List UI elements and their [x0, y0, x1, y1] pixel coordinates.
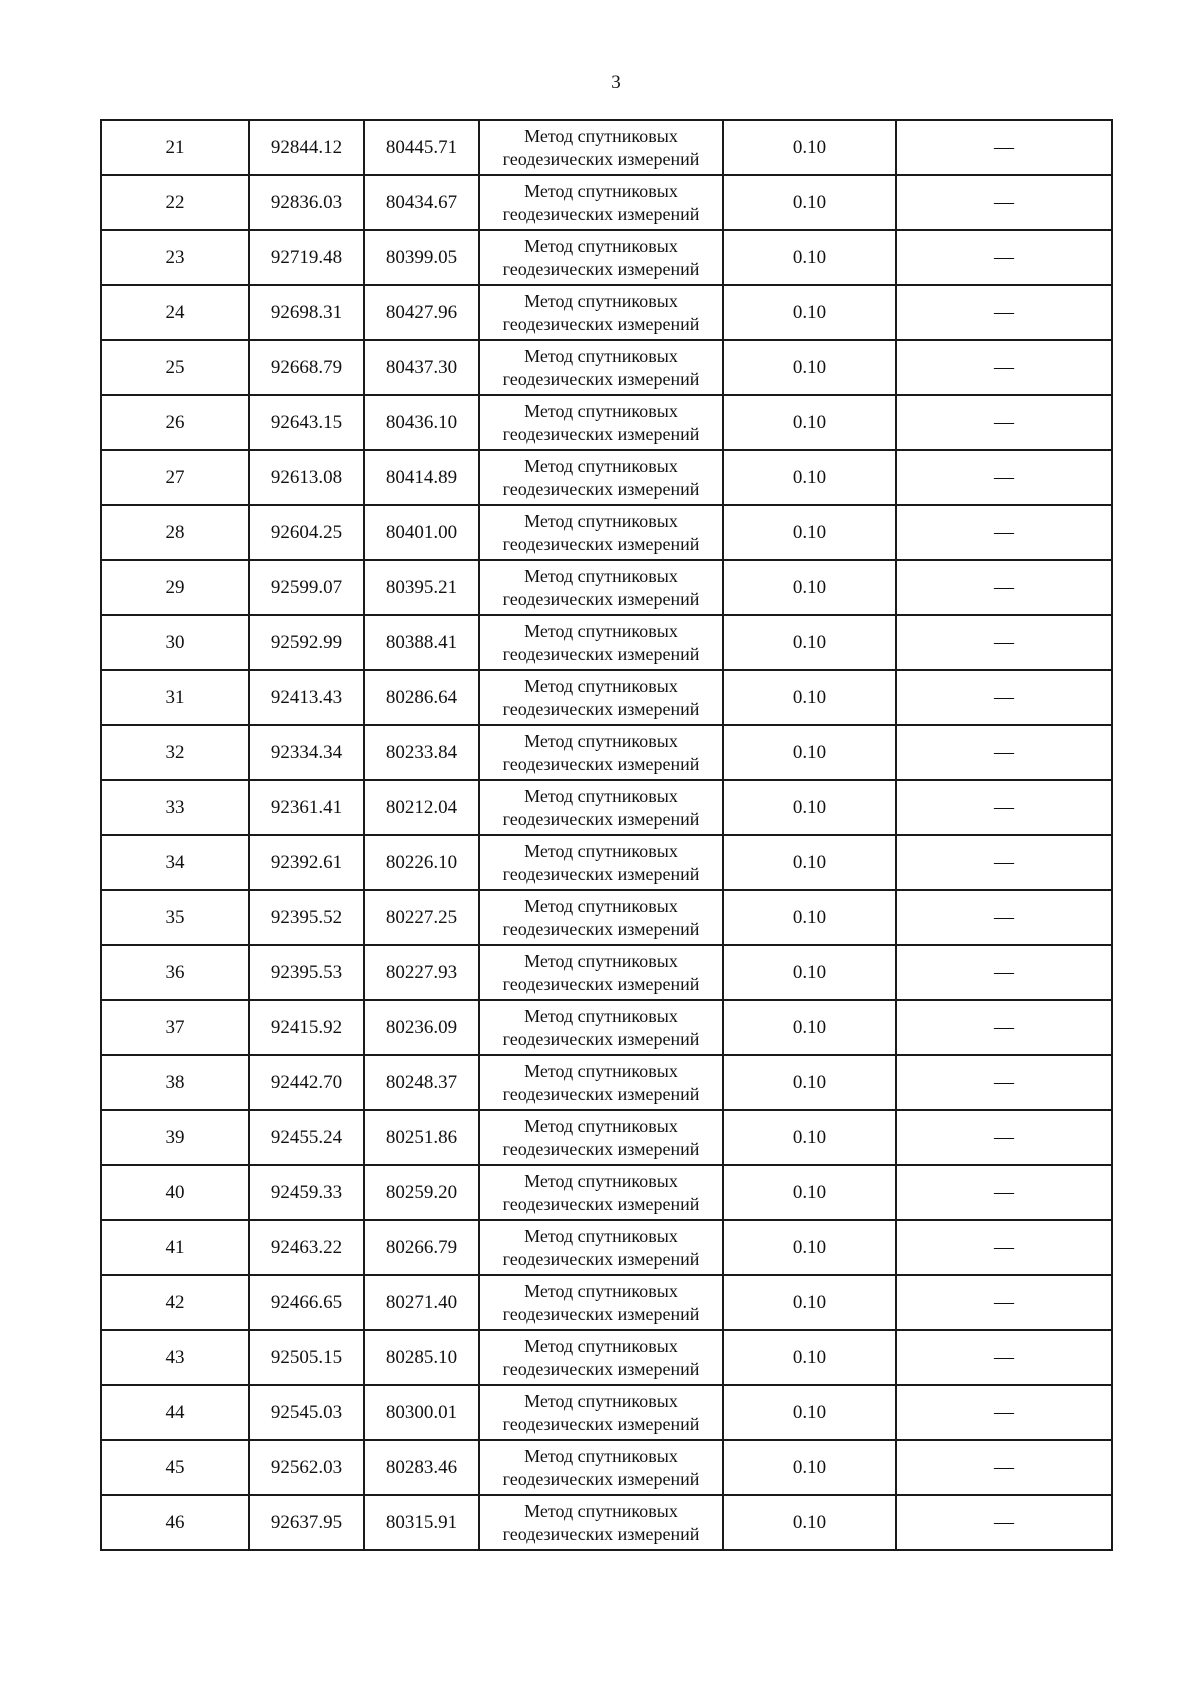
accuracy-cell: 0.10: [723, 1330, 896, 1385]
x-coordinate-cell: 92719.48: [249, 230, 364, 285]
method-cell: Метод спутниковых геодезических измерений: [479, 1055, 723, 1110]
y-coordinate-cell: 80300.01: [364, 1385, 479, 1440]
y-coordinate-cell: 80427.96: [364, 285, 479, 340]
x-coordinate-cell: 92442.70: [249, 1055, 364, 1110]
x-coordinate-cell: 92698.31: [249, 285, 364, 340]
note-cell: —: [896, 1000, 1112, 1055]
method-cell: Метод спутниковых геодезических измерений: [479, 1275, 723, 1330]
accuracy-cell: 0.10: [723, 615, 896, 670]
method-cell: Метод спутниковых геодезических измерений: [479, 835, 723, 890]
accuracy-cell: 0.10: [723, 1495, 896, 1550]
table-row: [101, 230, 1112, 285]
note-cell: —: [896, 1110, 1112, 1165]
x-coordinate-cell: 92334.34: [249, 725, 364, 780]
table-row: [101, 285, 1112, 340]
y-coordinate-cell: 80437.30: [364, 340, 479, 395]
y-coordinate-cell: 80271.40: [364, 1275, 479, 1330]
coordinates-table: [100, 119, 1113, 1551]
point-number-cell: 36: [101, 945, 249, 1000]
note-cell: —: [896, 780, 1112, 835]
method-cell: Метод спутниковых геодезических измерений: [479, 560, 723, 615]
y-coordinate-cell: 80286.64: [364, 670, 479, 725]
method-cell: Метод спутниковых геодезических измерений: [479, 1495, 723, 1550]
method-cell: Метод спутниковых геодезических измерений: [479, 670, 723, 725]
accuracy-cell: 0.10: [723, 1385, 896, 1440]
accuracy-cell: 0.10: [723, 1275, 896, 1330]
table-row: [101, 1055, 1112, 1110]
note-cell: —: [896, 450, 1112, 505]
note-cell: —: [896, 560, 1112, 615]
method-cell: Метод спутниковых геодезических измерений: [479, 890, 723, 945]
x-coordinate-cell: 92455.24: [249, 1110, 364, 1165]
y-coordinate-cell: 80434.67: [364, 175, 479, 230]
accuracy-cell: 0.10: [723, 1000, 896, 1055]
point-number-cell: 42: [101, 1275, 249, 1330]
x-coordinate-cell: 92836.03: [249, 175, 364, 230]
point-number-cell: 35: [101, 890, 249, 945]
point-number-cell: 40: [101, 1165, 249, 1220]
x-coordinate-cell: 92545.03: [249, 1385, 364, 1440]
point-number-cell: 33: [101, 780, 249, 835]
y-coordinate-cell: 80227.25: [364, 890, 479, 945]
method-cell: Метод спутниковых геодезических измерений: [479, 175, 723, 230]
x-coordinate-cell: 92466.65: [249, 1275, 364, 1330]
y-coordinate-cell: 80285.10: [364, 1330, 479, 1385]
note-cell: —: [896, 890, 1112, 945]
coordinates-table-body: [101, 120, 1112, 1550]
x-coordinate-cell: 92413.43: [249, 670, 364, 725]
table-row: [101, 615, 1112, 670]
note-cell: —: [896, 615, 1112, 670]
accuracy-cell: 0.10: [723, 505, 896, 560]
y-coordinate-cell: 80388.41: [364, 615, 479, 670]
y-coordinate-cell: 80266.79: [364, 1220, 479, 1275]
table-row: [101, 1385, 1112, 1440]
method-cell: Метод спутниковых геодезических измерений: [479, 120, 723, 175]
point-number-cell: 21: [101, 120, 249, 175]
note-cell: —: [896, 340, 1112, 395]
point-number-cell: 41: [101, 1220, 249, 1275]
x-coordinate-cell: 92643.15: [249, 395, 364, 450]
note-cell: —: [896, 285, 1112, 340]
x-coordinate-cell: 92592.99: [249, 615, 364, 670]
x-coordinate-cell: 92395.53: [249, 945, 364, 1000]
y-coordinate-cell: 80248.37: [364, 1055, 479, 1110]
accuracy-cell: 0.10: [723, 780, 896, 835]
page-number: 3: [611, 72, 621, 93]
y-coordinate-cell: 80436.10: [364, 395, 479, 450]
point-number-cell: 31: [101, 670, 249, 725]
method-cell: Метод спутниковых геодезических измерений: [479, 780, 723, 835]
x-coordinate-cell: 92392.61: [249, 835, 364, 890]
point-number-cell: 24: [101, 285, 249, 340]
method-cell: Метод спутниковых геодезических измерений: [479, 1330, 723, 1385]
accuracy-cell: 0.10: [723, 120, 896, 175]
note-cell: —: [896, 395, 1112, 450]
y-coordinate-cell: 80315.91: [364, 1495, 479, 1550]
note-cell: —: [896, 1495, 1112, 1550]
point-number-cell: 34: [101, 835, 249, 890]
y-coordinate-cell: 80251.86: [364, 1110, 479, 1165]
note-cell: —: [896, 1055, 1112, 1110]
point-number-cell: 32: [101, 725, 249, 780]
note-cell: —: [896, 725, 1112, 780]
x-coordinate-cell: 92459.33: [249, 1165, 364, 1220]
table-row: [101, 1165, 1112, 1220]
method-cell: Метод спутниковых геодезических измерений: [479, 450, 723, 505]
note-cell: —: [896, 1385, 1112, 1440]
table-row: [101, 1110, 1112, 1165]
point-number-cell: 30: [101, 615, 249, 670]
point-number-cell: 28: [101, 505, 249, 560]
method-cell: Метод спутниковых геодезических измерений: [479, 725, 723, 780]
accuracy-cell: 0.10: [723, 560, 896, 615]
table-row: [101, 395, 1112, 450]
accuracy-cell: 0.10: [723, 835, 896, 890]
note-cell: —: [896, 1165, 1112, 1220]
table-row: [101, 175, 1112, 230]
table-row: [101, 945, 1112, 1000]
accuracy-cell: 0.10: [723, 670, 896, 725]
accuracy-cell: 0.10: [723, 725, 896, 780]
x-coordinate-cell: 92395.52: [249, 890, 364, 945]
method-cell: Метод спутниковых геодезических измерений: [479, 1000, 723, 1055]
note-cell: —: [896, 1440, 1112, 1495]
x-coordinate-cell: 92463.22: [249, 1220, 364, 1275]
method-cell: Метод спутниковых геодезических измерений: [479, 1385, 723, 1440]
y-coordinate-cell: 80399.05: [364, 230, 479, 285]
table-row: [101, 1000, 1112, 1055]
method-cell: Метод спутниковых геодезических измерений: [479, 615, 723, 670]
x-coordinate-cell: 92613.08: [249, 450, 364, 505]
y-coordinate-cell: 80445.71: [364, 120, 479, 175]
table-row: [101, 450, 1112, 505]
point-number-cell: 25: [101, 340, 249, 395]
accuracy-cell: 0.10: [723, 945, 896, 1000]
table-row: [101, 505, 1112, 560]
accuracy-cell: 0.10: [723, 340, 896, 395]
x-coordinate-cell: 92668.79: [249, 340, 364, 395]
y-coordinate-cell: 80236.09: [364, 1000, 479, 1055]
method-cell: Метод спутниковых геодезических измерений: [479, 230, 723, 285]
accuracy-cell: 0.10: [723, 450, 896, 505]
note-cell: —: [896, 1220, 1112, 1275]
table-row: [101, 1495, 1112, 1550]
point-number-cell: 43: [101, 1330, 249, 1385]
accuracy-cell: 0.10: [723, 1165, 896, 1220]
x-coordinate-cell: 92637.95: [249, 1495, 364, 1550]
accuracy-cell: 0.10: [723, 175, 896, 230]
method-cell: Метод спутниковых геодезических измерений: [479, 505, 723, 560]
point-number-cell: 22: [101, 175, 249, 230]
point-number-cell: 39: [101, 1110, 249, 1165]
table-row: [101, 1220, 1112, 1275]
table-row: [101, 340, 1112, 395]
accuracy-cell: 0.10: [723, 230, 896, 285]
table-row: [101, 1275, 1112, 1330]
y-coordinate-cell: 80259.20: [364, 1165, 479, 1220]
note-cell: —: [896, 945, 1112, 1000]
accuracy-cell: 0.10: [723, 1110, 896, 1165]
accuracy-cell: 0.10: [723, 285, 896, 340]
method-cell: Метод спутниковых геодезических измерений: [479, 945, 723, 1000]
method-cell: Метод спутниковых геодезических измерений: [479, 1165, 723, 1220]
accuracy-cell: 0.10: [723, 1220, 896, 1275]
table-row: [101, 890, 1112, 945]
method-cell: Метод спутниковых геодезических измерений: [479, 1440, 723, 1495]
y-coordinate-cell: 80401.00: [364, 505, 479, 560]
x-coordinate-cell: 92844.12: [249, 120, 364, 175]
note-cell: —: [896, 670, 1112, 725]
point-number-cell: 27: [101, 450, 249, 505]
table-row: [101, 1330, 1112, 1385]
table-row: [101, 835, 1112, 890]
y-coordinate-cell: 80226.10: [364, 835, 479, 890]
point-number-cell: 29: [101, 560, 249, 615]
table-row: [101, 560, 1112, 615]
point-number-cell: 46: [101, 1495, 249, 1550]
accuracy-cell: 0.10: [723, 1440, 896, 1495]
x-coordinate-cell: 92361.41: [249, 780, 364, 835]
point-number-cell: 37: [101, 1000, 249, 1055]
point-number-cell: 38: [101, 1055, 249, 1110]
accuracy-cell: 0.10: [723, 395, 896, 450]
note-cell: —: [896, 1275, 1112, 1330]
x-coordinate-cell: 92599.07: [249, 560, 364, 615]
method-cell: Метод спутниковых геодезических измерений: [479, 1110, 723, 1165]
x-coordinate-cell: 92415.92: [249, 1000, 364, 1055]
point-number-cell: 23: [101, 230, 249, 285]
y-coordinate-cell: 80233.84: [364, 725, 479, 780]
note-cell: —: [896, 835, 1112, 890]
table-row: [101, 670, 1112, 725]
table-row: [101, 120, 1112, 175]
point-number-cell: 45: [101, 1440, 249, 1495]
x-coordinate-cell: 92505.15: [249, 1330, 364, 1385]
table-row: [101, 780, 1112, 835]
y-coordinate-cell: 80414.89: [364, 450, 479, 505]
y-coordinate-cell: 80227.93: [364, 945, 479, 1000]
point-number-cell: 44: [101, 1385, 249, 1440]
method-cell: Метод спутниковых геодезических измерений: [479, 340, 723, 395]
point-number-cell: 26: [101, 395, 249, 450]
method-cell: Метод спутниковых геодезических измерений: [479, 285, 723, 340]
note-cell: —: [896, 120, 1112, 175]
x-coordinate-cell: 92562.03: [249, 1440, 364, 1495]
accuracy-cell: 0.10: [723, 1055, 896, 1110]
y-coordinate-cell: 80212.04: [364, 780, 479, 835]
table-row: [101, 725, 1112, 780]
y-coordinate-cell: 80395.21: [364, 560, 479, 615]
x-coordinate-cell: 92604.25: [249, 505, 364, 560]
method-cell: Метод спутниковых геодезических измерений: [479, 395, 723, 450]
note-cell: —: [896, 175, 1112, 230]
method-cell: Метод спутниковых геодезических измерений: [479, 1220, 723, 1275]
note-cell: —: [896, 505, 1112, 560]
table-row: [101, 1440, 1112, 1495]
y-coordinate-cell: 80283.46: [364, 1440, 479, 1495]
accuracy-cell: 0.10: [723, 890, 896, 945]
note-cell: —: [896, 230, 1112, 285]
note-cell: —: [896, 1330, 1112, 1385]
